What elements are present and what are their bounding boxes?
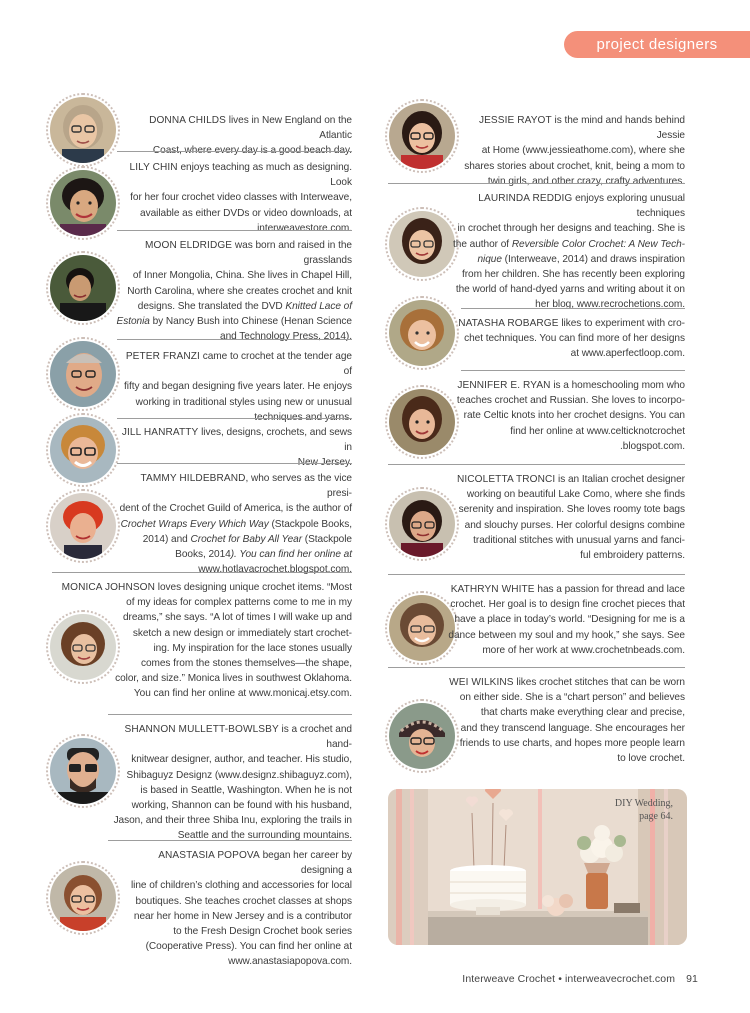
bio-jennifer-ryan: JENNIFER E. RYAN is a homeschooling mom who teaches crochet and Russian. She loves to incorpo- rate Celtic knots into her crochet designs. You can find her online at www.celticknotcrochet .blogspot.com. <box>456 380 685 452</box>
avatar-anastasia-popova <box>46 861 120 935</box>
divider <box>117 418 352 419</box>
page-footer <box>462 973 698 985</box>
bio-laurinda-reddig: LAURINDA REDDIG enjoys exploring unusual techniques in crochet through her designs and teaching. She is the author of Reversible Color Crochet: A New Tech- nique (Interweave, 2014) and draws inspiration from her children. She has recently been exploring the world of hand-dyed yarns and writing about it on her blog, www.recrochetions.com. <box>453 193 685 311</box>
avatar-donna-childs <box>46 93 120 167</box>
divider <box>117 230 352 231</box>
bio-shannon-mullett-bowlsby: SHANNON MULLETT-BOWLSBY is a crochet and hand- knitwear designer, author, and teacher. His studio, Shibaguyz Designz (www.designz.shibaguyz.com), is based in Seattle, Washington. When he is not working, Shannon can be found with his husband, Jason, and their three Shiba Inu, exploring the trails in Seattle and the surrounding mountains. <box>113 724 352 842</box>
divider <box>117 463 352 464</box>
footer-magazine-name: Interweave Crochet <box>462 973 556 985</box>
divider <box>108 714 352 715</box>
avatar-lily-chin <box>46 166 120 240</box>
bio-tammy-hildebrand: TAMMY HILDEBRAND, who serves as the vice presi- dent of the Crochet Guild of America, is the author of Crochet Wraps Every Which Way (Stackpole Books, 2014) and Crochet for Baby All Year (Stackpole Books, 2014). You can find her online at www.hotlavacrochet.blogspot.com. <box>119 473 352 576</box>
divider <box>108 840 352 841</box>
footer-bullet: • <box>558 973 562 985</box>
divider <box>52 572 352 573</box>
footer-website: interweavecrochet.com <box>565 973 676 985</box>
wedding-cake-photo <box>388 789 687 945</box>
bio-jessie-rayot: JESSIE RAYOT is the mind and hands behind Jessie at Home (www.jessieathome.com), where she shares stories about crochet, knit, being a mom to twin girls, and other crazy, crafty adventures. <box>464 115 685 187</box>
bio-moon-eldridge: MOON ELDRIDGE was born and raised in the grasslands of Inner Mongolia, China. She lives in Chapel Hill, North Carolina, where she creates crochet and knit designs. She translated the DVD Knitted Lace of Estonia by Nancy Bush into Chinese (Henan Science and Technology Press, 2014). <box>116 240 352 343</box>
bio-anastasia-popova: ANASTASIA POPOVA began her career by designing a line of children’s clothing and accessories for local boutiques. She teaches crochet classes at shops near her home in New Jersey and is a contributor to the Fresh Design Crochet book series (Cooperative Press). You can find her online at www.anastasiapopova.com. <box>130 850 352 968</box>
divider <box>117 151 352 152</box>
bio-donna-childs: DONNA CHILDS lives in New England on the Atlantic Coast, where every day is a good beach day. <box>149 115 352 157</box>
divider <box>388 183 685 184</box>
bio-jill-hanratty: JILL HANRATTY lives, designs, crochets, and sews in New Jersey. <box>121 427 352 469</box>
bio-nicoletta-tronci: NICOLETTA TRONCI is an Italian crochet designer working on beautiful Lake Como, where she finds serenity and inspiration. She loves roomy tote bags and slouchy purses. Her colorful designs combine traditional stitches with unusual yarns and fanci- ful embroidery patterns. <box>457 474 685 562</box>
divider <box>117 339 352 340</box>
bio-monica-johnson: MONICA JOHNSON loves designing unique crochet items. “Most of my ideas for complex patterns come to me in my dreams,” she says. “A lot of times I will wake up and sketch a new design or immediately start crochet- ing. My inspiration for the lace stones usually comes from the stones themselves—the shape, color, and size.” Monica lives in southwest Oklahoma. You can find her online at www.monicaj.etsy.com. <box>61 582 352 700</box>
avatar-tammy-hildebrand <box>46 489 120 563</box>
avatar-jill-hanratty <box>46 413 120 487</box>
divider <box>388 574 685 575</box>
bio-peter-franzi: PETER FRANZI came to crochet at the tender age of fifty and began designing five years later. He enjoys working in traditional styles using new or unusual techniques and yarns. <box>124 351 352 423</box>
divider <box>461 370 685 371</box>
bio-lily-chin: LILY CHIN enjoys teaching as much as designing. Look for her four crochet video classes with Interweave, available as either DVDs or video downloads, at interweavestore.com. <box>129 162 352 234</box>
section-tab-project-designers: project designers <box>564 31 750 58</box>
bio-kathryn-white: KATHRYN WHITE has a passion for thread and lace crochet. Her goal is to design fine crochet pieces that have a place in today’s world. “Designing for me is a dance between my soul and my hook,” she says. See more of her work at www.crochetnbeads.com. <box>448 584 685 656</box>
divider <box>461 308 685 309</box>
photo-caption: DIY Wedding, page 64. <box>614 798 673 822</box>
bio-wei-wilkins: WEI WILKINS likes crochet stitches that can be worn on either side. She is a “chart person” and believes that charts make everything clear and precise, and they transcend language. She encourages her friends to use charts, and hopes more people learn to love crochet. <box>449 677 685 765</box>
bio-natasha-robarge: NATASHA ROBARGE likes to experiment with cro- chet techniques. You can find more of her designs at www.aperfectloop.com. <box>458 318 685 360</box>
divider <box>388 667 685 668</box>
page-number: 91 <box>686 973 698 985</box>
divider <box>388 464 685 465</box>
avatar-peter-franzi <box>46 337 120 411</box>
